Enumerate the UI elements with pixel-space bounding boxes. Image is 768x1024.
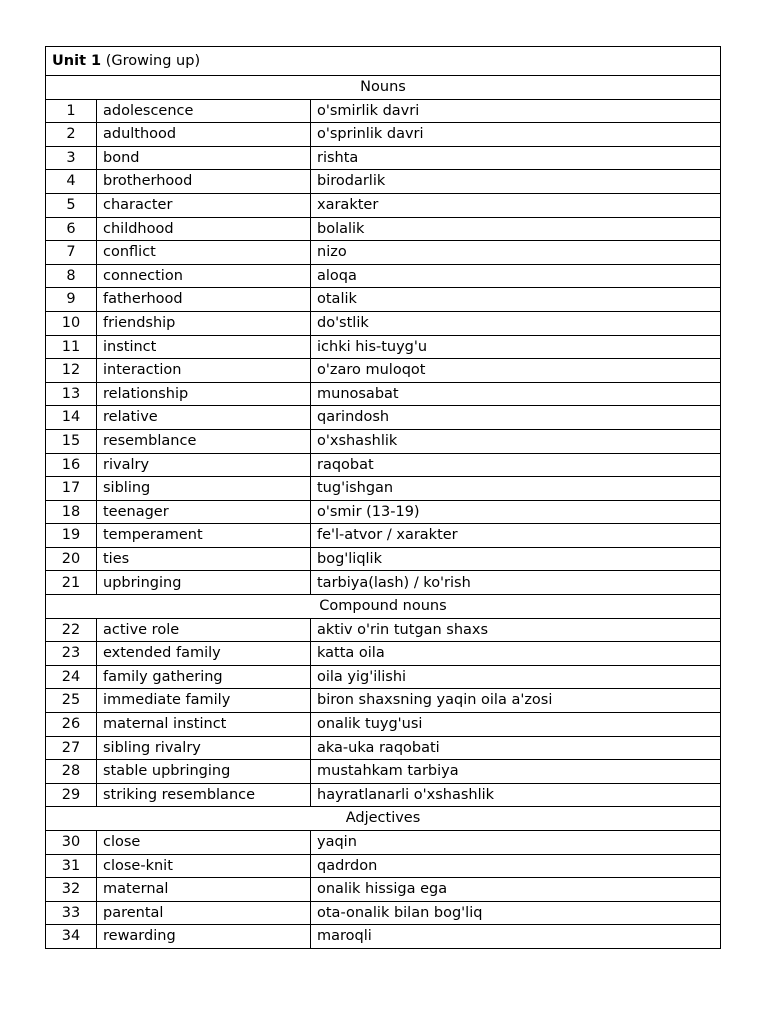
- table-row: [46, 382, 721, 406]
- row-number: 22: [46, 618, 97, 642]
- uzbek-translation: hayratlanarli o'xshashlik: [311, 783, 721, 807]
- uzbek-translation: raqobat: [311, 453, 721, 477]
- english-term: rivalry: [97, 453, 311, 477]
- english-term: resemblance: [97, 429, 311, 453]
- english-term: conflict: [97, 241, 311, 265]
- table-row: [46, 642, 721, 666]
- table-row: [46, 524, 721, 548]
- uzbek-translation: ota-onalik bilan bog'liq: [311, 901, 721, 925]
- uzbek-translation: maroqli: [311, 925, 721, 949]
- row-number: 3: [46, 146, 97, 170]
- english-term: connection: [97, 264, 311, 288]
- uzbek-translation: o'sprinlik davri: [311, 123, 721, 147]
- table-row: [46, 241, 721, 265]
- english-term: brotherhood: [97, 170, 311, 194]
- english-term: extended family: [97, 642, 311, 666]
- table-row: [46, 760, 721, 784]
- table-row: [46, 925, 721, 949]
- row-number: 33: [46, 901, 97, 925]
- uzbek-translation: aktiv o'rin tutgan shaxs: [311, 618, 721, 642]
- english-term: friendship: [97, 311, 311, 335]
- table-row: [46, 618, 721, 642]
- row-number: 21: [46, 571, 97, 595]
- row-number: 15: [46, 429, 97, 453]
- table-row: [46, 571, 721, 595]
- table-row: [46, 335, 721, 359]
- table-row: [46, 831, 721, 855]
- table-row: [46, 665, 721, 689]
- english-term: parental: [97, 901, 311, 925]
- table-row: [46, 477, 721, 501]
- uzbek-translation: o'zaro muloqot: [311, 359, 721, 383]
- table-row: [46, 901, 721, 925]
- row-number: 20: [46, 547, 97, 571]
- english-term: active role: [97, 618, 311, 642]
- row-number: 30: [46, 831, 97, 855]
- row-number: 18: [46, 500, 97, 524]
- section-header-row: [46, 595, 721, 619]
- english-term: bond: [97, 146, 311, 170]
- uzbek-translation: bolalik: [311, 217, 721, 241]
- table-row: [46, 288, 721, 312]
- english-term: instinct: [97, 335, 311, 359]
- row-number: 14: [46, 406, 97, 430]
- uzbek-translation: o'smirlik davri: [311, 99, 721, 123]
- table-row: [46, 359, 721, 383]
- uzbek-translation: bog'liqlik: [311, 547, 721, 571]
- row-number: 11: [46, 335, 97, 359]
- row-number: 34: [46, 925, 97, 949]
- section-header-row: [46, 76, 721, 100]
- table-row: [46, 123, 721, 147]
- english-term: maternal instinct: [97, 713, 311, 737]
- english-term: family gathering: [97, 665, 311, 689]
- unit-header-row: [46, 47, 721, 76]
- row-number: 23: [46, 642, 97, 666]
- english-term: fatherhood: [97, 288, 311, 312]
- row-number: 4: [46, 170, 97, 194]
- uzbek-translation: qadrdon: [311, 854, 721, 878]
- row-number: 5: [46, 193, 97, 217]
- row-number: 6: [46, 217, 97, 241]
- table-row: [46, 854, 721, 878]
- row-number: 27: [46, 736, 97, 760]
- uzbek-translation: ichki his-tuyg'u: [311, 335, 721, 359]
- row-number: 1: [46, 99, 97, 123]
- row-number: 8: [46, 264, 97, 288]
- table-row: [46, 500, 721, 524]
- table-row: [46, 429, 721, 453]
- english-term: close-knit: [97, 854, 311, 878]
- row-number: 32: [46, 878, 97, 902]
- english-term: childhood: [97, 217, 311, 241]
- uzbek-translation: nizo: [311, 241, 721, 265]
- english-term: maternal: [97, 878, 311, 902]
- uzbek-translation: do'stlik: [311, 311, 721, 335]
- uzbek-translation: mustahkam tarbiya: [311, 760, 721, 784]
- section-title: Adjectives: [46, 807, 721, 831]
- row-number: 12: [46, 359, 97, 383]
- table-row: [46, 99, 721, 123]
- vocabulary-table: [45, 46, 721, 949]
- uzbek-translation: birodarlik: [311, 170, 721, 194]
- unit-number: Unit 1: [52, 52, 102, 69]
- english-term: rewarding: [97, 925, 311, 949]
- uzbek-translation: biron shaxsning yaqin oila a'zosi: [311, 689, 721, 713]
- uzbek-translation: tug'ishgan: [311, 477, 721, 501]
- english-term: relative: [97, 406, 311, 430]
- english-term: character: [97, 193, 311, 217]
- table-row: [46, 547, 721, 571]
- table-row: [46, 453, 721, 477]
- uzbek-translation: yaqin: [311, 831, 721, 855]
- table-row: [46, 217, 721, 241]
- uzbek-translation: xarakter: [311, 193, 721, 217]
- english-term: ties: [97, 547, 311, 571]
- english-term: striking resemblance: [97, 783, 311, 807]
- section-title: Compound nouns: [46, 595, 721, 619]
- row-number: 16: [46, 453, 97, 477]
- english-term: adulthood: [97, 123, 311, 147]
- section-title: Nouns: [46, 76, 721, 100]
- english-term: stable upbringing: [97, 760, 311, 784]
- unit-title: [46, 47, 721, 76]
- row-number: 7: [46, 241, 97, 265]
- row-number: 31: [46, 854, 97, 878]
- english-term: sibling rivalry: [97, 736, 311, 760]
- table-row: [46, 736, 721, 760]
- vocabulary-sheet: [45, 46, 720, 949]
- english-term: upbringing: [97, 571, 311, 595]
- row-number: 24: [46, 665, 97, 689]
- uzbek-translation: aloqa: [311, 264, 721, 288]
- uzbek-translation: o'smir (13-19): [311, 500, 721, 524]
- row-number: 28: [46, 760, 97, 784]
- table-row: [46, 146, 721, 170]
- english-term: temperament: [97, 524, 311, 548]
- table-row: [46, 783, 721, 807]
- table-row: [46, 689, 721, 713]
- uzbek-translation: aka-uka raqobati: [311, 736, 721, 760]
- row-number: 17: [46, 477, 97, 501]
- row-number: 26: [46, 713, 97, 737]
- english-term: immediate family: [97, 689, 311, 713]
- uzbek-translation: munosabat: [311, 382, 721, 406]
- uzbek-translation: qarindosh: [311, 406, 721, 430]
- row-number: 9: [46, 288, 97, 312]
- uzbek-translation: rishta: [311, 146, 721, 170]
- table-row: [46, 406, 721, 430]
- english-term: adolescence: [97, 99, 311, 123]
- unit-topic: (Growing up): [101, 52, 201, 69]
- table-row: [46, 170, 721, 194]
- uzbek-translation: katta oila: [311, 642, 721, 666]
- english-term: relationship: [97, 382, 311, 406]
- uzbek-translation: onalik tuyg'usi: [311, 713, 721, 737]
- row-number: 19: [46, 524, 97, 548]
- uzbek-translation: oila yig'ilishi: [311, 665, 721, 689]
- row-number: 25: [46, 689, 97, 713]
- uzbek-translation: onalik hissiga ega: [311, 878, 721, 902]
- uzbek-translation: fe'l-atvor / xarakter: [311, 524, 721, 548]
- row-number: 29: [46, 783, 97, 807]
- uzbek-translation: o'xshashlik: [311, 429, 721, 453]
- english-term: teenager: [97, 500, 311, 524]
- row-number: 2: [46, 123, 97, 147]
- english-term: close: [97, 831, 311, 855]
- row-number: 10: [46, 311, 97, 335]
- english-term: sibling: [97, 477, 311, 501]
- vocabulary-table-body: [46, 47, 721, 949]
- table-row: [46, 264, 721, 288]
- table-row: [46, 193, 721, 217]
- table-row: [46, 311, 721, 335]
- row-number: 13: [46, 382, 97, 406]
- table-row: [46, 713, 721, 737]
- uzbek-translation: otalik: [311, 288, 721, 312]
- uzbek-translation: tarbiya(lash) / ko'rish: [311, 571, 721, 595]
- section-header-row: [46, 807, 721, 831]
- table-row: [46, 878, 721, 902]
- english-term: interaction: [97, 359, 311, 383]
